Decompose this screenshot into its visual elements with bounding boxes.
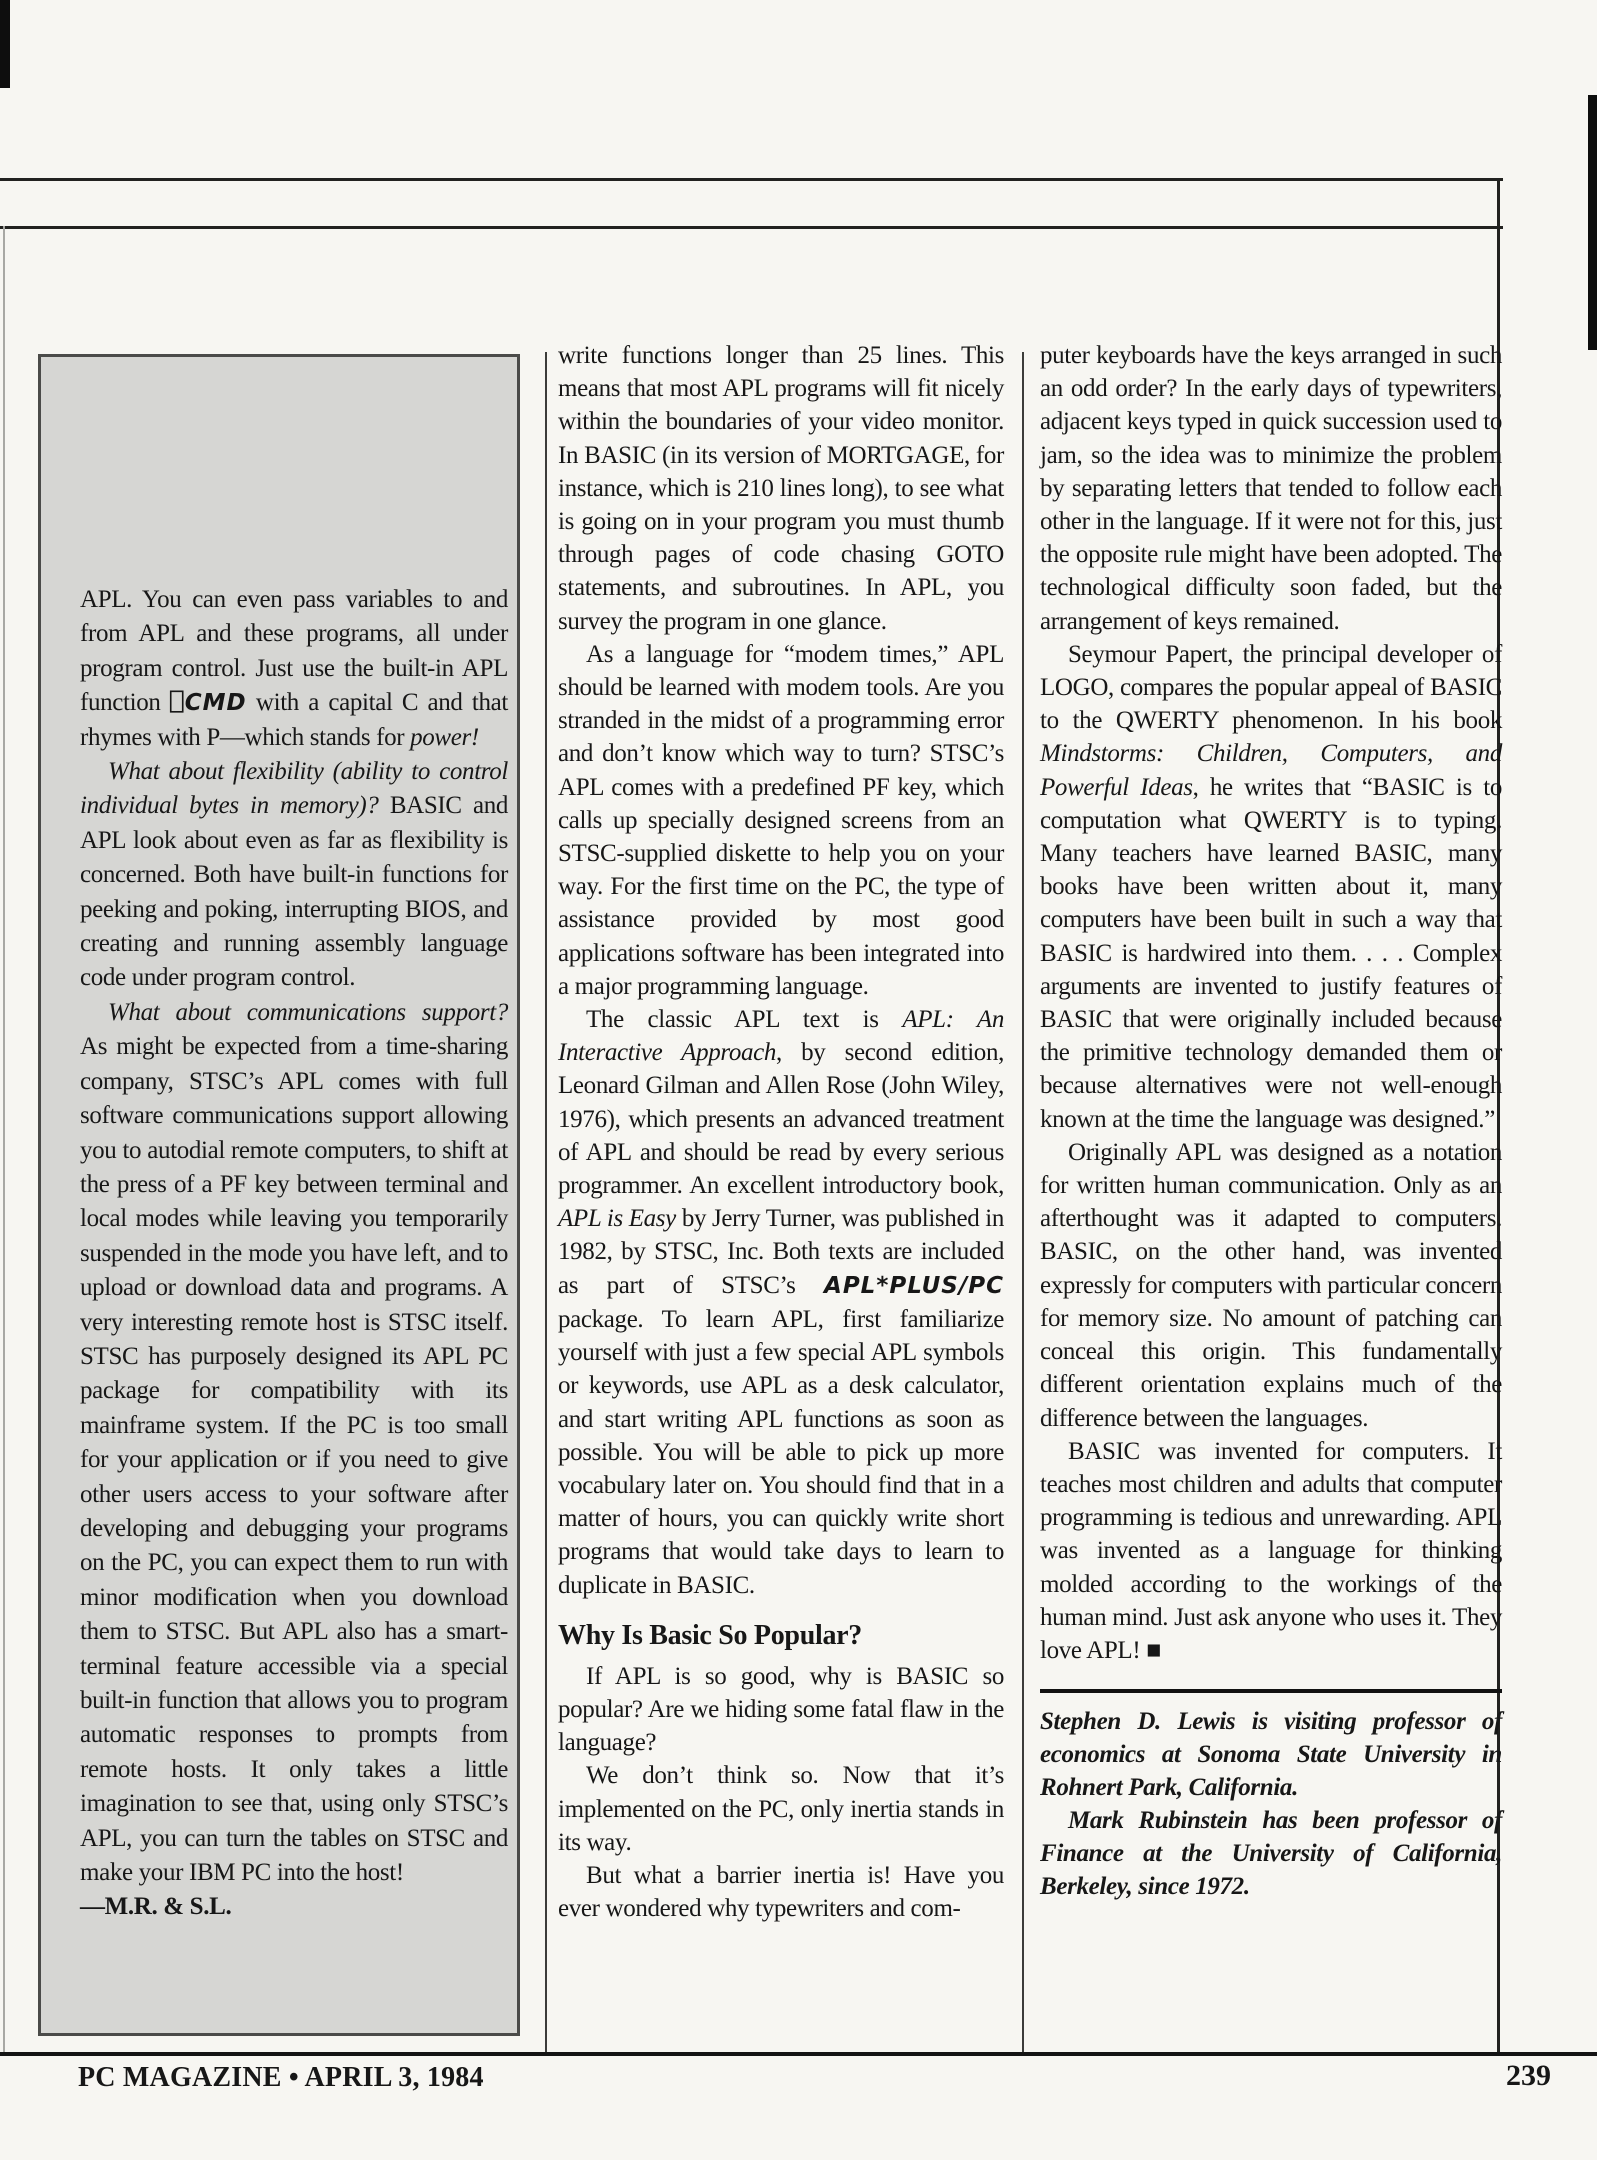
footer-page-number: 239 <box>1506 2059 1551 2092</box>
right-column <box>1040 339 1502 1903</box>
body-paragraph: As a language for “modem times,” APL should be learned with modem tools. Are you stranded in the midst of a programming error and don’t know which way to turn? STSC’s APL comes with a predefined PF key, which calls up specially designed screens from an STSC-supplied diskette to help you on your way. For the first time on the PC, the type of assistance provided by most good applications software has been integrated into a major programming language. <box>558 640 1004 1000</box>
top-frame-rule-1 <box>0 178 1503 181</box>
top-frame-rule-2 <box>0 226 1503 229</box>
body-paragraph: What about flexibility (ability to control individual bytes in memory)? BASIC and APL look about even as far as flexibility is concerned. Both have built-in functions for peeking and poking, interrupting BIOS, and creating and running assembly language code under program control. <box>80 758 508 992</box>
author-bio-paragraph: Stephen D. Lewis is visiting professor of economics at Sonoma State University in Rohnert Park, California. <box>1040 1708 1502 1802</box>
scan-artifact-top-right <box>1588 95 1597 350</box>
body-paragraph: We don’t think so. Now that it’s implemented on the PC, only inertia stands in its way. <box>558 1762 1004 1856</box>
body-paragraph: Originally APL was designed as a notation for written human communication. Only as an afterthought was it adapted to computers. BASIC, on the other hand, was invented expressly for computers with particular concern for memory size. No amount of patching can conceal this origin. This fundamentally different orientation explains much of the difference between the languages. <box>1040 1138 1502 1432</box>
body-paragraph: write functions longer than 25 lines. This means that most APL programs will fit nicely within the boundaries of your video monitor. In BASIC (in its version of MORTGAGE, for instance, which is 210 lines long), to see what is going on in your program you must thumb through pages of code chasing GOTO statements, and subroutines. In APL, you survey the program in one glance. <box>558 342 1004 635</box>
sidebar-box <box>38 354 520 2036</box>
body-paragraph: Seymour Papert, the principal developer of LOGO, compares the popular appeal of BASIC to the QWERTY phenomenon. In his book Mindstorms: Children, Computers, and Powerful Ideas, he writes that “BASIC is to computation what QWERTY is to typing. Many teachers have learned BASIC, many books have been written about it, many computers have been built in such a way that BASIC is hardwired into them. . . . Complex arguments are invented to justify features of BASIC that were originally included because the primitive technology demanded them or because alternatives were not well-enough known at the time the language was designed.” <box>1040 640 1502 1133</box>
body-paragraph: BASIC was invented for computers. It teaches most children and adults that computer programming is tedious and unrewarding. APL was invented as a language for thinking molded according to the workings of the human mind. Just ask anyone who uses it. They love APL! ■ <box>1040 1437 1502 1664</box>
body-paragraph: If APL is so good, why is BASIC so popular? Are we hiding some fatal flaw in the language? <box>558 1662 1004 1757</box>
body-paragraph: puter keyboards have the keys arranged in such an odd order? In the early days of typewriters, adjacent keys typed in quick succession used to jam, so the idea was to minimize the problem by separating letters that tended to follow each other in the language. If it were not for this, just the opposite rule might have been adopted. The technological difficulty soon faded, but the arrangement of keys remained. <box>1040 342 1502 635</box>
body-paragraph: What about communications support? As might be expected from a time-sharing company, STSC’s APL comes with full software communications support allowing you to autodial remote computers, to shift at the press of a PF key between terminal and local modes while leaving you temporarily suspended in the mode you have left, and to upload or download data and programs. A very interesting remote host is STSC itself. STSC has purposely designed its APL PC package for compatibility with its mainframe system. If the PC is too small for your application or if you need to give other users access to your software after developing and debugging your programs on the PC, you can expect them to run with minor modification when you download them to STSC. But APL also has a smart-terminal feature accessible via a special built-in function that allows you to program automatic responses to prompts from remote hosts. It only takes a little imagination to see that, using only STSC’s APL, you can turn the tables on STSC and make your IBM PC into the host! <box>80 998 508 1887</box>
column-rule-left <box>545 352 547 2052</box>
middle-column <box>558 339 1004 1925</box>
footer-magazine-title: PC MAGAZINE • APRIL 3, 1984 <box>78 2062 484 2093</box>
body-paragraph: The classic APL text is APL: An Interactive Approach, by second edition, Leonard Gilman and Allen Rose (John Wiley, 1976), which presents an advanced treatment of APL and should be read by every serious programmer. An excellent introductory book, APL is Easy by Jerry Turner, was published in 1982, by STSC, Inc. Both texts are included as part of STSC’s APL*PLUS/PC package. To learn APL, first familiarize yourself with just a few special APL symbols or keywords, use APL as a desk calculator, and start writing APL functions as soon as possible. You will be able to pick up more vocabulary later on. You should find that in a matter of hours, you can quickly write short programs that would take days to learn to duplicate in BASIC. <box>558 1006 1004 1599</box>
column-rule-right <box>1022 352 1024 2052</box>
footer-rule <box>0 2052 1597 2056</box>
left-frame-line <box>3 226 5 2054</box>
body-paragraph: APL. You can even pass variables to and from APL and these programs, all under program control. Just use the built-in APL function ⎕CMD with a capital C and that rhymes with P—which stands for power! <box>80 586 509 751</box>
body-paragraph: —M.R. & S.L. <box>80 1893 232 1921</box>
bio-divider-rule <box>1040 1689 1502 1693</box>
scan-artifact-top-left <box>0 0 10 88</box>
section-heading: Why Is Basic So Popular? <box>558 1619 862 1651</box>
body-paragraph: But what a barrier inertia is! Have you ever wondered why typewriters and com- <box>558 1861 1004 1923</box>
author-bio-paragraph: Mark Rubinstein has been professor of Finance at the University of California, Berkeley, since 1972. <box>1040 1807 1502 1901</box>
